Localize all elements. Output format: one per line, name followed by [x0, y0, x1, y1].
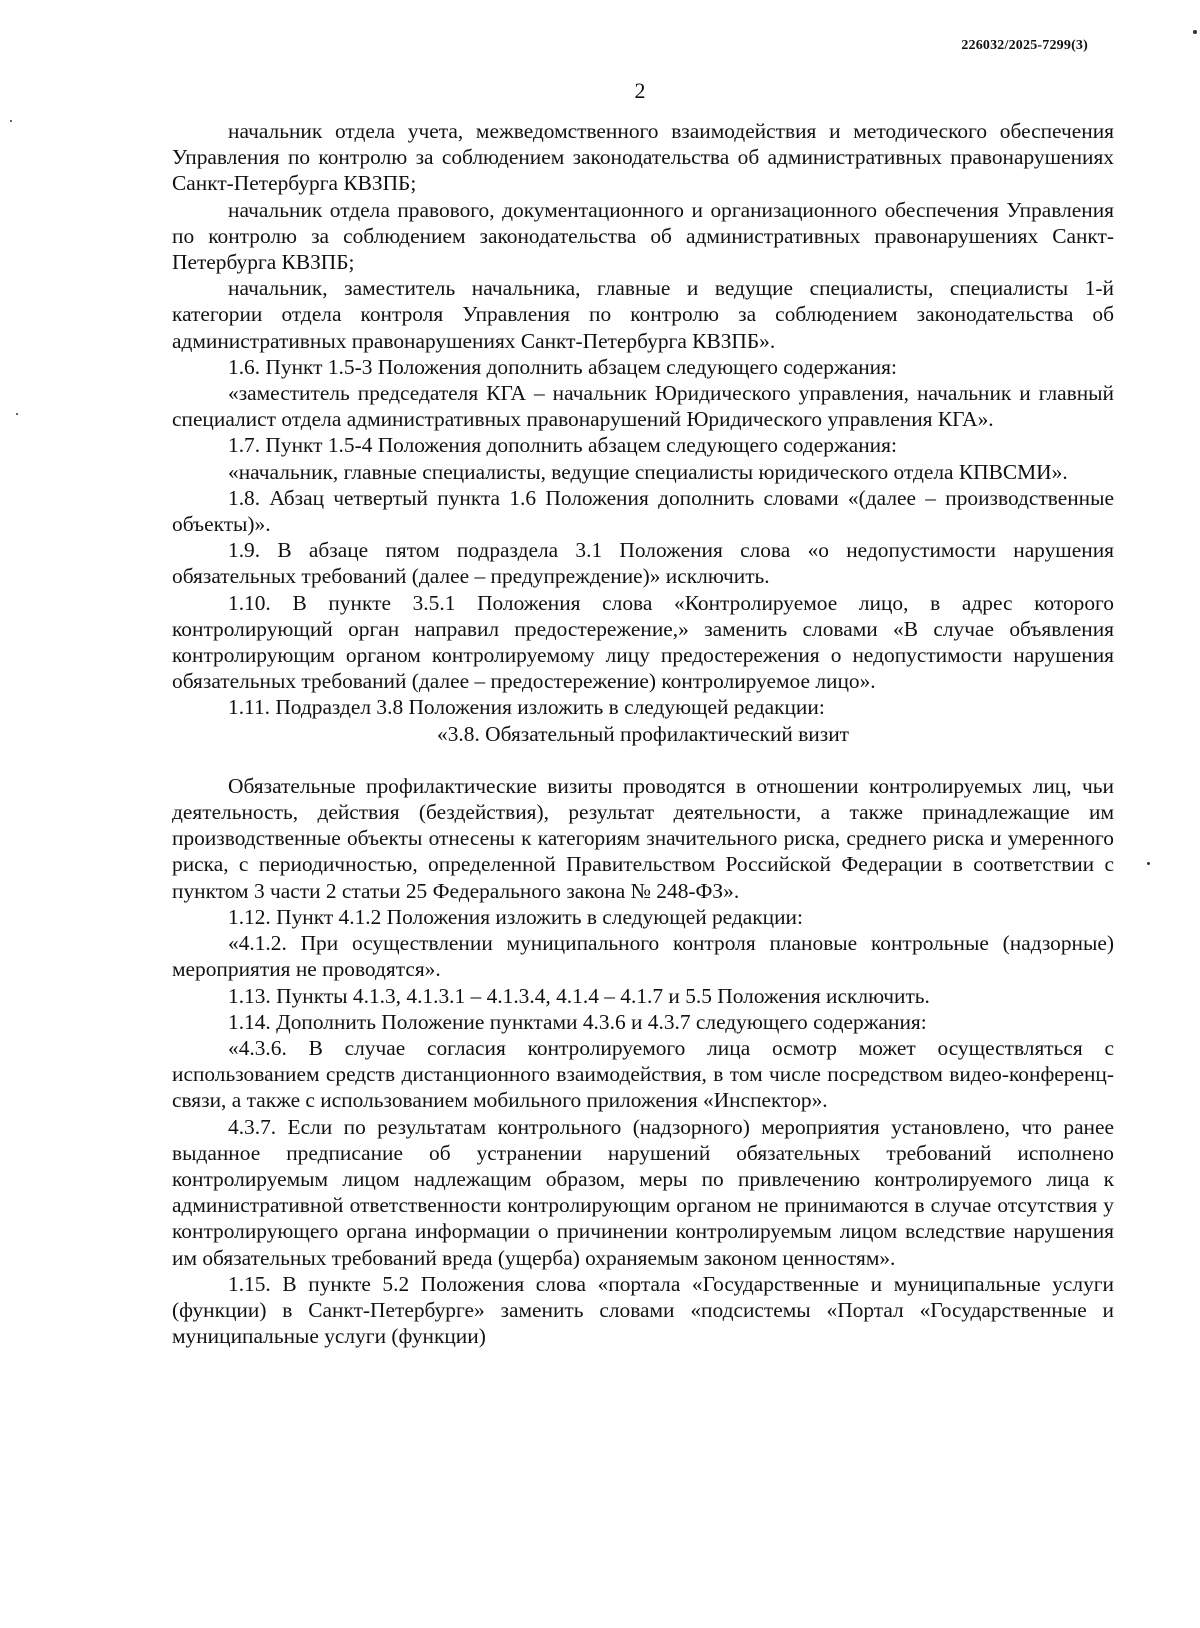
paragraph: 1.9. В абзаце пятом подраздела 3.1 Положения слова «о недопустимости нарушения обязательных требований (далее – предупреждение)» исключить.: [172, 538, 1114, 589]
paragraph: 1.14. Дополнить Положение пунктами 4.3.6 и 4.3.7 следующего содержания:: [228, 1009, 927, 1034]
paragraph: 1.11. Подраздел 3.8 Положения изложить в следующей редакции:: [228, 695, 825, 720]
paragraph: Обязательные профилактические визиты проводятся в отношении контролируемых лиц, чьи деятельность, действия (бездействия), результат деятельности, а также принадлежащие им производственные объекты отнесены к категориям значительного риска, среднего риска и умеренного риска, с периодичностью, определенной Правительством Российской Федерации в соответствии с пунктом 3 части 2 статьи 25 Федерального закона № 248-ФЗ».: [172, 773, 1114, 903]
document-registration-number: 226032/2025-7299(3): [961, 38, 1088, 53]
paragraph: начальник, заместитель начальника, главные и ведущие специалисты, специалисты 1-й категории отдела контроля Управления по контролю за соблюдением законодательства об административных правонарушениях Санкт-Петербурга КВЗПБ».: [172, 276, 1114, 353]
document-body: [172, 118, 1114, 1349]
paragraph: 1.15. В пункте 5.2 Положения слова «портала «Государственные и муниципальные услуги (функции) в Санкт-Петербурге» заменить словами «подсистемы «Портал «Государственные и муниципальные услуги (функции): [172, 1271, 1114, 1349]
paragraph: 1.12. Пункт 4.1.2 Положения изложить в следующей редакции:: [228, 904, 803, 929]
paragraph: 1.10. В пункте 3.5.1 Положения слова «Контролируемое лицо, в адрес которого контролирующий орган направил предостережение,» заменить словами «В случае объявления контролирующим органом контролируемому лицу предостережения о недопустимости нарушения обязательных требований (далее – предостережение) контролируемое лицо».: [172, 590, 1114, 694]
paragraph: 1.13. Пункты 4.1.3, 4.1.3.1 – 4.1.3.4, 4.1.4 – 4.1.7 и 5.5 Положения исключить.: [228, 983, 930, 1008]
paragraph: 1.8. Абзац четвертый пункта 1.6 Положения дополнить словами «(далее – производственные объекты)».: [172, 485, 1114, 537]
paragraph: начальник отдела правового, документационного и организационного обеспечения Управления по контролю за соблюдением законодательства об административных правонарушениях Санкт-Петербурга КВЗПБ;: [172, 197, 1114, 275]
paragraph: «4.1.2. При осуществлении муниципального контроля плановые контрольные (надзорные) мероприятия не проводятся».: [172, 931, 1114, 982]
paragraph: «4.3.6. В случае согласия контролируемого лица осмотр может осуществляться с использованием средств дистанционного взаимодействия, в том числе посредством видео-конференц-связи, а также с использованием мобильного приложения «Инспектор».: [172, 1035, 1114, 1113]
paragraph: 4.3.7. Если по результатам контрольного (надзорного) мероприятия установлено, что ранее выданное предписание об устранении нарушений обязательных требований исполнено контролируемым лицом надлежащим образом, меры по привлечению контролируемого лица к административной ответственности контролирующим органом не принимаются в случае отсутствия у контролирующего органа информации о причинении контролируемым лицом вследствие нарушения им обязательных требований вреда (ущерба) охраняемым законом ценностям».: [172, 1114, 1114, 1270]
scan-speck: [16, 413, 18, 415]
paragraph: «заместитель председателя КГА – начальник Юридического управления, начальник и главный специалист отдела административных правонарушений Юридического управления КГА».: [172, 381, 1114, 432]
paragraph: 1.6. Пункт 1.5-3 Положения дополнить абзацем следующего содержания:: [228, 354, 897, 379]
scan-speck: [1147, 862, 1150, 865]
paragraph: «начальник, главные специалисты, ведущие специалисты юридического отдела КПВСМИ».: [228, 459, 1068, 484]
page-number: 2: [634, 78, 646, 103]
paragraph: начальник отдела учета, межведомственного взаимодействия и методического обеспечения Управления по контролю за соблюдением законодательства об административных правонарушениях Санкт-Петербурга КВЗПБ;: [172, 119, 1114, 196]
scan-speck: [1193, 30, 1197, 34]
scan-speck: [10, 120, 12, 122]
paragraph: 1.7. Пункт 1.5-4 Положения дополнить абзацем следующего содержания:: [228, 433, 897, 458]
section-heading: «3.8. Обязательный профилактический визит: [437, 721, 849, 746]
